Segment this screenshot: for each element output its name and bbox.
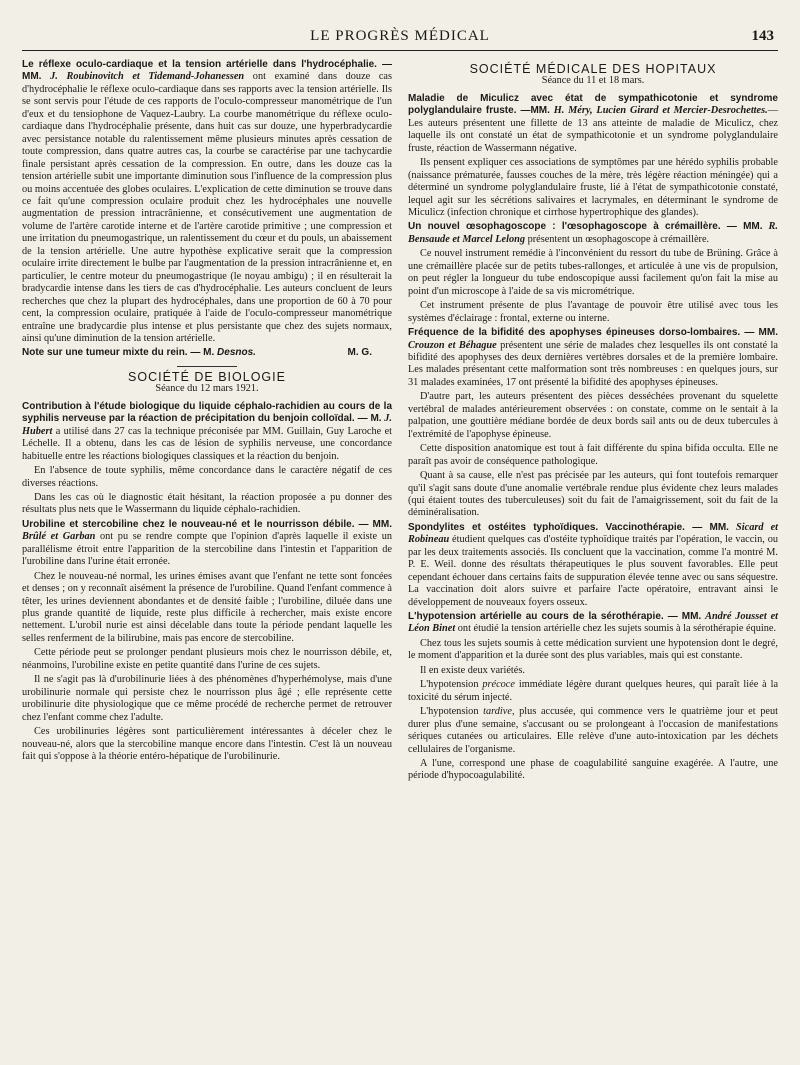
body-paragraph: Cet instrument présente de plus l'avantage de pouvoir être utilisé avec tous les systèmes d'éclairage : frontal, externe ou interne. [408,300,778,324]
body-paragraph: Chez le nouveau-né normal, les urines émises avant que l'enfant ne tette sont foncées et denses ; on y reconnaît aisément la présence de l'urobiline. Quand l'enfant commence à têter, les urines deviennent abondantes et de densité faible ; l'urobiline, diluée dans une plus grande quantité de liquide, reste plus difficile à rechercher, mais existe encore nettement. L'urobil nurie est ainsi décelable dans toute la période pendant laquelle les selles renferment de la bilirubine, mais pas encore de stercobiline. [22,570,392,644]
section-divider [177,366,237,367]
body-paragraph: Il en existe deux variétés. [420,664,525,676]
body-paragraph: Il ne s'agit pas là d'urobilinurie liées à des phénomènes d'hyperhémolyse, mais d'une urobilinurie normale qui persiste chez le nourrisson plus âgé ; elle représente cette urobilinurie dite physiologique que ce même procédé de recherche permet de retrouver chez l'enfant comme chez l'adulte. [22,674,392,723]
page-number: 143 [751,28,774,44]
body-paragraph: D'autre part, les auteurs présentent des pièces desséchées provenant du squelette vertébral de malades antérieurement observées : on constate, comme on le sentait à la palpation, une gouttière médiane bordée de deux bords sail ants ou de deux tubercules à l'extrémité de l'apophyse épineuse. [408,391,778,440]
article-paragraph: Spondylites et ostéites typhoïdiques. Vaccinothérapie. — MM. Sicard et Robineau étudient quelques cas d'ostéite typhoïdique traités par l'opération, le vaccin, ou par les deux traitements associés. Ils concluent que la vaccination, comme l'a montré M. P. E. Weil. donne des résultats thérapeutiques le plus souvent favorables. Elle peut cependant échouer dans certains faits de suppuration élevée tenne avec ou sans séquestre. La vaccination doit alors suivre et parfaire l'acte opératoire, entravant ainsi le développement de nouveaux foyers osseux. [408,521,779,608]
article-note: Note sur une tumeur mixte du rein. — M. Desnos. M. G. [22,347,372,359]
section-date: Séance du 11 et 18 mars. [541,75,645,87]
article-paragraph: Contribution à l'étude biologique du liquide céphalo-rachidien au cours de la syphilis nerveuse par la réaction de précipitation du benjoin colloïdal. — M. J. Hubert a utilisé dans 27 cas la technique préconisée par MM. Guillain, Guy Laroche et Léchelle. Il a obtenu, dans les cas de lésion de syphilis nerveuse, une concordance habituelle entre les réactions biologiques classiques et la réaction du benjoin. [22,400,393,462]
article-paragraph: Un nouvel œsophagoscope : l'œsophagoscope à crémaillère. — MM. R. Bensaude et Marcel Lelong présentent un œsophagoscope à crémaillère. [408,221,778,245]
left-column [22,59,392,785]
body-paragraph: Ils pensent expliquer ces associations de symptômes par une hérédo syphilis probable (naissance prématurée, fausses couches de la mère, très légère réaction méningée) qui a déterminé un syndrome polyglandulaire fruste, lié à l'état de sympathicotonie constaté, lequel agit sur les sécrétions salivaires et lacrymales, en déterminant le syndrome de Miculicz (infection chronique et cirrhose hypertrophique des glandes). [408,157,778,218]
article-paragraph: Le réflexe oculo-cardiaque et la tension artérielle dans l'hydrocéphalie. — MM. J. Roubinovitch et Tidemand-Johanessen ont examiné dans douze cas d'hydrocéphalie le réflexe oculo-cardiaque dans ses rapports avec la tension artérielle. Ils se sont servis pour l'étude de ces rapports de l'oculo-compresseur manométrique de l'un d'eux et du tensiophone de Vaquez-Laubry. La courbe manométrique du réflexe oculo-cardiaque dans l'hydrocéphalie présente, dans huit cas sur douze, une hyperbradycardie avec persistance notable du ralentissement même plusieurs minutes après cessation de toute compression, dans quatre autres cas, la courbe se caractérise par une tachycardie finale persistant après cessation de la compression. En outre, dans les douze cas la tension artérielle subit une importante diminution sous l'influence de la compression plus ou moins accentuée des globes oculaires. L'explication de cette diminution se trouve dans ce fait qu'une compression oculaire produit chez les hydrocéphales une nouvelle augmentation de pression intracrânienne, et consécutivement une augmentation de volume de l'artère carotide interne et de l'artère carotide primitive ; une compression et une irritation du pneumogastrique, un ralentissement du cœur et du pouls, un abaissement de la tension artérielle. Une autre hypothèse explicative serait que la compression oculaire irrite directement le bulbe par l'augmentation de la pression intracrânienne et, en particulier, le centre moteur du pneumogastrique (le noyau ambigu) ; il en résulterait la bradycardie intense dans les tiers de cas d'hydrocéphalie. Les auteurs concluent de leurs recherches que chez la plupart des hydrocéphales, dans une proportion de 60 à 70 pour cent, la compression oculaire, pratiquée à l'aide de l'oculo-compresseur manométrique entraîne une bradycardie plus intense et plus persistante que chez des sujets normaux, ainsi qu'une diminution de la tension artérielle. [22,59,393,344]
body-paragraph: Ces urobilinuries légères sont particulièrement intéressantes à déceler chez le nouveau-né, alors que la stercobiline manque encore dans l'intestin. C'est là un nouveau fait qui s'oppose à la théorie entéro-hépatique de l'urobilinurie. [22,726,392,763]
body-paragraph: Chez tous les sujets soumis à cette médication survient une hypotension dont le degré, le moment d'apparition et la durée sont des plus variables, mais qui est constante. [408,637,778,662]
article-paragraph: Fréquence de la bifidité des apophyses épineuses dorso-lombaires. — MM. Crouzon et Béhague présentent une série de malades chez lesquelles ils ont constaté la bifidité des apophyses des deux dernières vertèbres dorsales et de la première lombaire. Les malades présentant cette malformation sont très nombreuses : en quelques jours, sur 31 malades examinées, 17 ont présenté la bifidité des apophyses épineuses. [408,327,778,388]
section-date: Séance du 12 mars 1921. [155,383,259,395]
body-paragraph: Dans les cas où le diagnostic était hésitant, la réaction proposée a pu donner des résultats plus nets que le Wassermann du liquide céphalo-rachidien. [22,491,392,516]
article-paragraph: Maladie de Miculicz avec état de sympathicotonie et syndrome polyglandulaire fruste. —MM. H. Méry, Lucien Girard et Mercier-Desrochettes.—Les auteurs présentent une fillette de 13 ans atteinte de maladie de Miculicz, chez laquelle ils ont constaté un état de sympathicotonie et un syndrome polyglandulaire fruste, réaction de Wassermann négative. [408,92,778,154]
body-paragraph: L'hypotension précoce immédiate légère durant quelques heures, qui paraît liée à la toxicité du sérum injecté. [408,679,779,703]
body-paragraph: Ce nouvel instrument remédie à l'inconvénient du ressort du tube de Brüning. Grâce à une crémaillère placée sur de petits tubes-rallonges, et articulée à une vis de propulsion, on peut régler la longueur du tube endoscopique aussi facilement qu'on fait la mise au point d'un microscope à l'aide de sa vis micrométrique. [408,248,778,297]
section-title: SOCIÉTÉ DE BIOLOGIE [128,369,286,384]
body-paragraph: Quant à sa cause, elle n'est pas précisée par les auteurs, qui font toutefois remarquer qu'il s'agit sans doute d'une anomalie vertébrale rendue plus évidente chez leurs malades (qui étaient toutes des tuberculeuses) soit du fait de l'amaigrissement, soit du fait de la déminéralisation. [408,470,778,519]
article-paragraph: L'hypotension artérielle au cours de la sérothérapie. — MM. André Jousset et Léon Binet ont étudié la tension artérielle chez les sujets soumis à la sérothérapie équine. [408,611,778,635]
body-paragraph: A l'une, correspond une phase de coagulabilité sanguine exagérée. A l'autre, une période d'hypocoagulabilité. [408,758,778,782]
right-column [408,59,778,785]
body-paragraph: L'hypotension tardive, plus accusée, qui commence vers le quatrième jour et peut durer plus d'une semaine, s'accusant ou se prolongeant à l'occasion de manifestations sériques cutanées ou articulaires. Elle relève d'une auto-intoxication par les déchets cellulaires de l'organisme. [408,706,778,755]
body-paragraph: Cette période peut se prolonger pendant plusieurs mois chez le nourrisson débile, et, néanmoins, l'urobiline existe en petite quantité dans l'urine de ces sujets. [22,647,392,671]
journal-title: LE PROGRÈS MÉDICAL [310,28,490,44]
section-title: SOCIÉTÉ MÉDICALE DES HOPITAUX [469,62,717,76]
page-header [22,26,778,51]
body-paragraph: En l'absence de toute syphilis, même concordance dans le caractère négatif de ces diverses réactions. [22,465,392,489]
signature-initials: M. G. [347,347,372,359]
article-paragraph: Urobiline et stercobiline chez le nouveau-né et le nourrisson débile. — MM. Brûlé et Garban ont pu se rendre compte que l'opinion d'après laquelle il existe un parallélisme étroit entre l'apparition de la stercobiline dans l'intestin et l'apparition de l'urobiline dans l'urine était erronée. [22,518,393,568]
body-paragraph: Cette disposition anatomique est tout à fait différente du spina bifida occulta. Elle ne paraît pas avoir de conséquence pathologique. [408,443,778,467]
